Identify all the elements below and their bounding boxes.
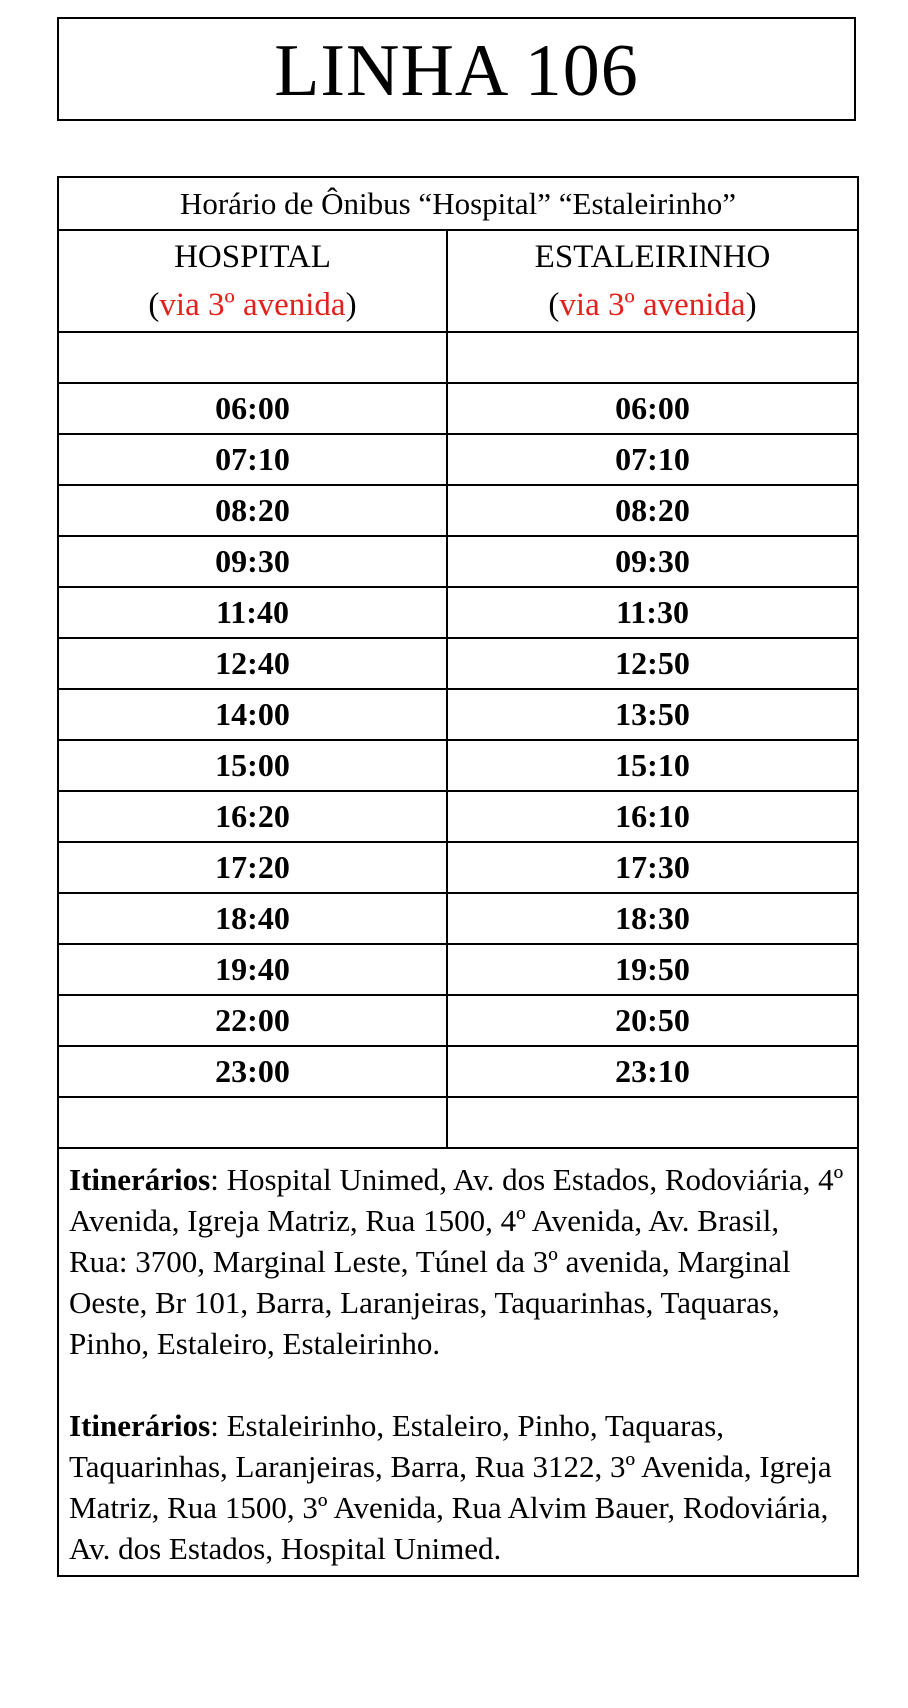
time-hospital: 22:00 — [58, 995, 447, 1046]
itinerary-row — [58, 1148, 858, 1576]
itinerary-estaleirinho — [69, 1405, 845, 1569]
blank-row — [58, 1097, 858, 1148]
time-hospital: 18:40 — [58, 893, 447, 944]
blank-cell — [447, 332, 858, 383]
table-row — [58, 536, 858, 587]
time-estaleirinho: 13:50 — [447, 689, 858, 740]
time-estaleirinho: 06:00 — [447, 383, 858, 434]
time-hospital: 14:00 — [58, 689, 447, 740]
table-row — [58, 383, 858, 434]
itinerary-cell — [58, 1148, 858, 1576]
itinerary-text: : Hospital Unimed, Av. dos Estados, Rodoviária, 4º Avenida, Igreja Matriz, Rua 1500, 4º Avenida, Av. Brasil, Rua: 3700, Marginal Leste, Túnel da 3º avenida, Marginal Oeste, Br 101, Barra, Laranjeiras, Taquarinhas, Taquaras, Pinho, Estaleiro, Estaleirinho. — [69, 1162, 844, 1361]
time-estaleirinho: 18:30 — [447, 893, 858, 944]
page-title: LINHA 106 — [274, 30, 639, 112]
time-hospital: 06:00 — [58, 383, 447, 434]
table-row — [58, 638, 858, 689]
table-row — [58, 842, 858, 893]
table-row — [58, 485, 858, 536]
time-hospital: 11:40 — [58, 587, 447, 638]
blank-cell — [58, 332, 447, 383]
caption-row — [58, 177, 858, 230]
via-text: via 3º avenida — [159, 287, 346, 323]
time-estaleirinho: 09:30 — [447, 536, 858, 587]
table-row — [58, 689, 858, 740]
itinerary-label: Itinerários — [69, 1162, 211, 1197]
itinerary-hospital — [69, 1159, 845, 1364]
time-hospital: 15:00 — [58, 740, 447, 791]
header-row — [58, 230, 858, 332]
time-hospital: 07:10 — [58, 434, 447, 485]
time-estaleirinho: 19:50 — [447, 944, 858, 995]
time-hospital: 12:40 — [58, 638, 447, 689]
blank-row — [58, 332, 858, 383]
table-row — [58, 791, 858, 842]
time-hospital: 19:40 — [58, 944, 447, 995]
table-row — [58, 995, 858, 1046]
table-row — [58, 893, 858, 944]
time-estaleirinho: 07:10 — [447, 434, 858, 485]
table-row — [58, 944, 858, 995]
time-estaleirinho: 12:50 — [447, 638, 858, 689]
time-estaleirinho: 15:10 — [447, 740, 858, 791]
table-row — [58, 587, 858, 638]
table-row — [58, 1046, 858, 1097]
table-row — [58, 740, 858, 791]
itinerary-label: Itinerários — [69, 1408, 211, 1443]
time-hospital: 17:20 — [58, 842, 447, 893]
table-row — [58, 434, 858, 485]
column-header-estaleirinho — [447, 230, 858, 332]
time-estaleirinho: 08:20 — [447, 485, 858, 536]
blank-cell — [447, 1097, 858, 1148]
time-estaleirinho: 20:50 — [447, 995, 858, 1046]
time-estaleirinho: 17:30 — [447, 842, 858, 893]
time-hospital: 08:20 — [58, 485, 447, 536]
time-estaleirinho: 11:30 — [447, 587, 858, 638]
time-estaleirinho: 23:10 — [447, 1046, 858, 1097]
title-box — [57, 17, 856, 121]
schedule-table — [57, 176, 859, 1577]
column-via: (via 3º avenida) — [148, 287, 357, 323]
via-text: via 3º avenida — [559, 287, 746, 323]
column-header-hospital — [58, 230, 447, 332]
time-hospital: 16:20 — [58, 791, 447, 842]
time-hospital: 23:00 — [58, 1046, 447, 1097]
column-name: ESTALEIRINHO — [534, 239, 771, 275]
blank-cell — [58, 1097, 447, 1148]
time-hospital: 09:30 — [58, 536, 447, 587]
itinerary-text: : Estaleirinho, Estaleiro, Pinho, Taquaras, Taquarinhas, Laranjeiras, Barra, Rua 3122, 3º Avenida, Igreja Matriz, Rua 1500, 3º Avenida, Rua Alvim Bauer, Rodoviária, Av. dos Estados, Hospital Unimed. — [69, 1408, 832, 1566]
time-estaleirinho: 16:10 — [447, 791, 858, 842]
column-name: HOSPITAL — [174, 239, 331, 275]
table-caption: Horário de Ônibus “Hospital” “Estaleirinho” — [58, 177, 858, 230]
column-via: (via 3º avenida) — [548, 287, 757, 323]
